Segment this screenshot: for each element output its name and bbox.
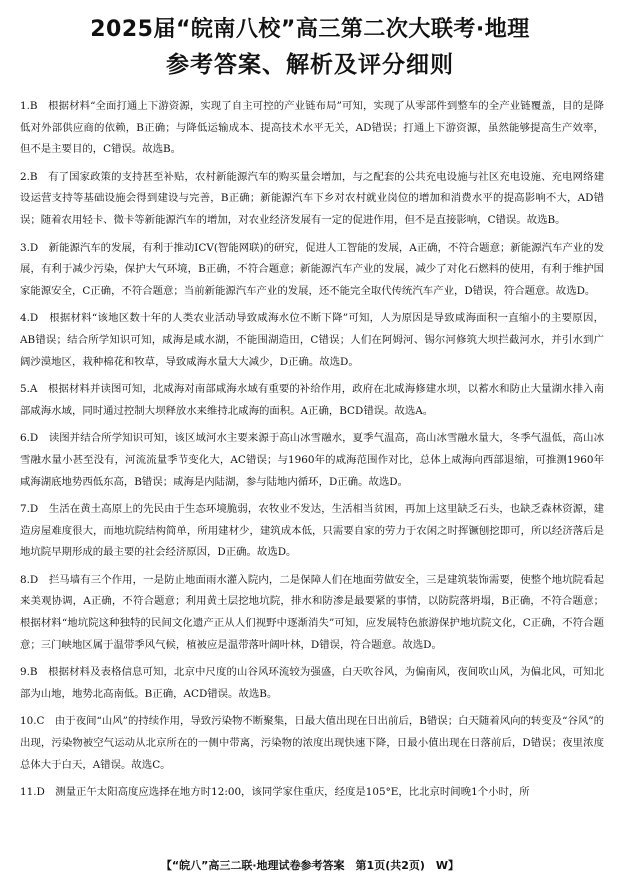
- answer-item: [20, 662, 604, 705]
- answer-explanation: 根据材料及表格信息可知，北京中尺度的山谷风环流较为强盛，白天吹谷风，为偏南风，夜间吹山风，为偏北风，可知北部为山地，地势北高南低。B正确，ACD错误。故选B。: [20, 666, 604, 700]
- answer-number: 8.D: [20, 573, 39, 586]
- exam-title: 2025届“皖南八校”高三第二次大联考·地理: [90, 17, 530, 42]
- answer-number: 11.D: [20, 786, 45, 799]
- answer-explanation: 根据材料“该地区数十年的人类农业活动导致咸海水位不断下降”可知，人为原因是导致咸海面积一直缩小的主要原因，AB错误；结合所学知识可知，咸海是咸水湖，不能围湖造田，C错误；人们在阿姆河、锡尔河修筑大坝拦截河水，并引水到广阔沙漠地区，栽种棉花和牧草，导致咸海水量大大减少，D正确。故选D。: [20, 312, 605, 368]
- answer-number: 10.C: [20, 715, 45, 728]
- answer-item: [20, 428, 604, 493]
- answer-number: 7.D: [20, 503, 39, 516]
- answer-explanation: 根据材料“全面打通上下游资源，实现了自主可控的产业链布局”可知，实现了从零部件到整车的全产业链覆盖，目的是降低对外部供应商的依赖，B正确；与降低运输成本、提高技术水平无关，AD错误；打通上下游资源，虽然能够提高生产效率，但不是主要目的，C错误。故选B。: [20, 100, 604, 156]
- answer-explanation: 读图并结合所学知识可知，该区域河水主要来源于高山冰雪融水，夏季气温高，高山冰雪融水量大，冬季气温低，高山冰雪融水量小甚至没有，河流流量季节变化大，AC错误；与1960年的咸海范围作对比，总体上咸海向西部退缩，可推测1960年咸海湖底地势西低东高，B错误；咸海是内陆湖，参与陆地内循环，D正确。故选D。: [20, 432, 605, 488]
- answer-item: [20, 379, 604, 422]
- answer-explanation: 根据材料并读图可知，北咸海对南部咸海水域有重要的补给作用，政府在北咸海修建水坝，以蓄水和防止大量湖水排入南部咸海水域，同时通过控制大坝释放水来维持北咸海的面积。A正确，BCD错误。故选A。: [20, 383, 604, 417]
- answer-item: [20, 308, 604, 373]
- document-subtitle: 参考答案、解析及评分细则: [166, 52, 454, 78]
- answer-number: 3.D: [20, 241, 39, 254]
- answer-list: [20, 96, 604, 810]
- answer-item: [20, 499, 604, 564]
- page-footer: 【“皖八”高三二联·地理试卷参考答案 第1页(共2页) W】: [160, 859, 460, 872]
- answer-item: [20, 96, 604, 161]
- answer-number: 6.D: [20, 432, 39, 445]
- answer-item: [20, 570, 604, 656]
- answer-item: [20, 782, 604, 804]
- answer-item: [20, 167, 604, 232]
- answer-explanation: 新能源汽车的发展，有利于推动ICV(智能网联)的研究，促进人工智能的发展，A正确，不符合题意；新能源汽车产业的发展，有利于减少污染，保护大气环境，B正确，不符合题意；新能源汽车产业的发展，减少了对化石燃料的使用，有利于维护国家能源安全，C正确，不符合题意；当前新能源汽车产业的发展，还不能完全取代传统汽车产业，D错误，符合题意。故选D。: [20, 241, 604, 297]
- answer-explanation: 有了国家政策的支持甚至补贴，农村新能源汽车的购买量会增加，与之配套的公共充电设施与社区充电设施、充电网络建设运营支持等基础设施会得到建设与完善，B正确；新能源汽车下乡对农村就业岗位的增加和消费水平的提高影响不大，AD错误；随着农用轻卡、微卡等新能源汽车的增加，对农业经济发展有一定的促进作用，但不是直接影响，C错误。故选B。: [20, 170, 604, 226]
- answer-number: 4.D: [20, 312, 39, 325]
- answer-number: 9.B: [20, 666, 38, 679]
- answer-item: [20, 711, 604, 776]
- answer-explanation: 测量正午太阳高度应选择在地方时12:00，该同学家住重庆，经度是105°E，比北京时间晚1个小时，所: [55, 786, 530, 799]
- answer-explanation: 生活在黄土高原上的先民由于生态环境脆弱，农牧业不发达，生活相当贫困，再加上这里缺乏石头，也缺乏森林资源，建造房屋难度很大，而地坑院结构简单，所用建材少，建筑成本低，只需要自家的劳力于农闲之时挥镢刨挖即可，所以经济落后是地坑院早期形成的最主要的社会经济原因，D正确。故选D。: [20, 503, 605, 559]
- answer-explanation: 由于夜间“山风”的持续作用，导致污染物不断聚集，日最大值出现在日出前后，B错误；白天随着风向的转变及“谷风”的出现，污染物被空气运动从北京所在的一侧中带离，污染物的浓度出现快速下降，日最小值出现在日落前后，D错误；夜里浓度总体大于白天，A错误。故选C。: [20, 715, 604, 771]
- answer-number: 2.B: [20, 170, 38, 183]
- answer-number: 1.B: [20, 100, 38, 112]
- answer-number: 5.A: [20, 383, 38, 396]
- answer-item: [20, 238, 604, 303]
- answer-explanation: 拦马墙有三个作用，一是防止地面雨水灌入院内，二是保障人们在地面劳做安全，三是建筑装饰需要，使整个地坑院看起来美观协调，A正确，不符合题意；利用黄土层挖地坑院，排水和防渗是最要紧的事情，以防院落坍塌，B正确，不符合题意；根据材料“地坑院这种独特的民间文化遗产正从人们视野中逐渐消失”可知，应发展特色旅游保护地坑院文化，C正确，不符合题意；三门峡地区属于温带季风气候，植被应是温带落叶阔叶林，D错误，符合题意。故选D。: [20, 573, 605, 651]
